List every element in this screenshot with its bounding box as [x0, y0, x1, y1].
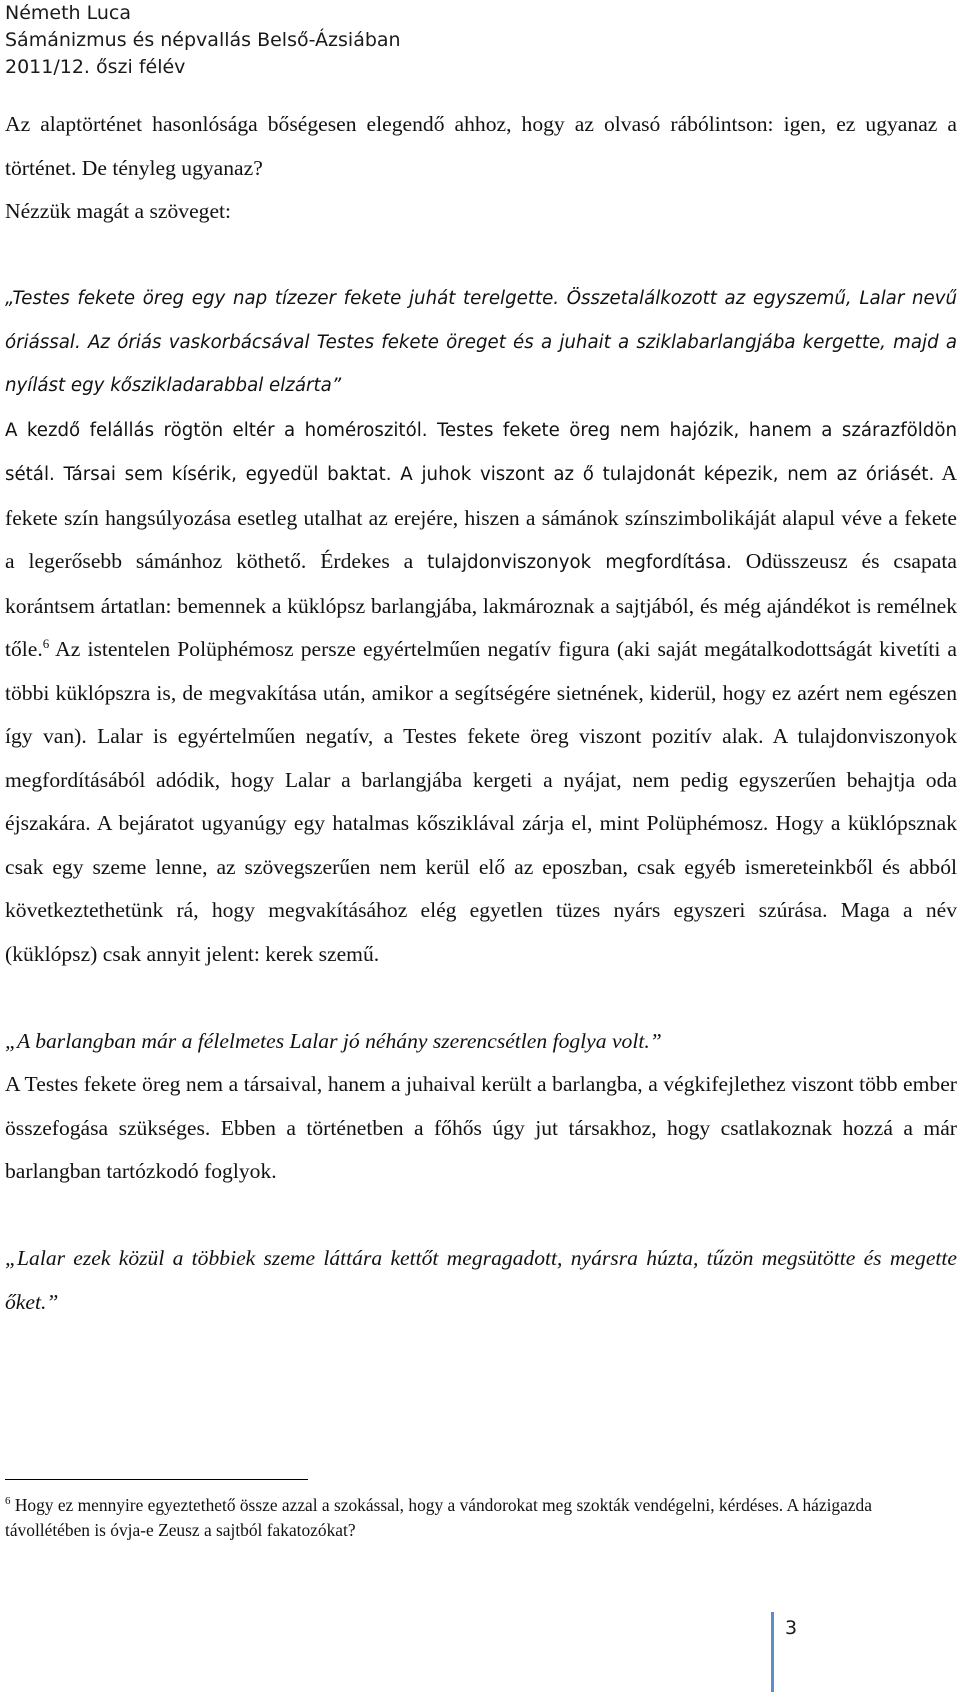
quote-2: „A barlangban már a félelmetes Lalar jó néhány szerencsétlen foglya volt.”	[5, 1028, 662, 1053]
analysis-part-b: A fekete szín hangsúlyozása esetleg utalhat az erejére, hiszen a sámánok színszimbolikáját alapul véve a fekete a legerősebb sámánhoz köthető. Érdekes a	[5, 461, 957, 573]
running-header	[5, 0, 401, 81]
analysis-part-d: Odüsszeusz és csapata korántsem ártatlan: bemennek a küklópsz barlangjába, lakmároznak a sajtjából, és még ajándékot is remélnek tőle.	[5, 549, 957, 661]
footnote-text: Hogy ez mennyire egyeztethető össze azzal a szokással, hogy a vándorokat meg szokták vendégelni, kérdéses. A házigazda távollétében is óvja-e Zeusz a sajtból fakatozókat?	[5, 1495, 872, 1540]
paragraph-gap	[5, 1194, 957, 1238]
footnote	[5, 1493, 957, 1543]
paragraph-analysis	[5, 408, 957, 977]
analysis-part-a: A kezdő felállás rögtön eltér a homéroszitól. Testes fekete öreg nem hajózik, hanem a szárazföldön sétál. Társai sem kísérik, egyedül baktat. A juhok viszont az ő tulajdonát képezik, nem az óriásét.	[5, 419, 957, 485]
page-number: 3	[785, 1617, 798, 1639]
header-term: 2011/12. őszi félév	[5, 56, 186, 78]
body-text	[5, 103, 957, 1324]
header-course: Sámánizmus és népvallás Belső-Ázsiában	[5, 29, 401, 51]
paragraph-companions: A Testes fekete öreg nem a társaival, hanem a juhaival került a barlangba, a végkifejlethez viszont több ember összefogása szükséges. Ebben a történetben a főhős úgy jut társakhoz, hogy csatlakoznak hozzá a már barlangban tartózkodó foglyok.	[5, 1072, 957, 1183]
footnote-separator	[5, 1479, 308, 1480]
quote-3: „Lalar ezek közül a többiek szeme láttára kettőt megragadott, nyársra húzta, tűzön megsütötte és megette őket.”	[5, 1246, 957, 1314]
paragraph-gap	[5, 976, 957, 1020]
analysis-part-c: tulajdonviszonyok megfordítása.	[427, 552, 732, 573]
header-author: Németh Luca	[5, 2, 132, 24]
analysis-part-e: Az istentelen Polüphémosz persze egyértelműen negatív figura (aki saját megátalkodottságát kivetíti a többi küklópszra is, de megvakítása után, amikor a segítségére sietnének, kiderül, hogy ez azért nem egészen így van). Lalar is egyértelműen negatív, a Testes fekete öreg viszont pozitív alak. A tulajdonviszonyok megfordításából adódik, hogy Lalar a barlangjába kergeti a nyájat, nem pedig egyszerűen behajtja oda éjszakára. A bejáratot ugyanúgy egy hatalmas kősziklával zárja el, mint Polüphémosz. Hogy a küklópsznak csak egy szeme lenne, az szövegszerűen nem kerül elő az eposzban, csak egyéb ismereteinkből és abból következtethetünk rá, hogy megvakításához elég egyetlen tüzes nyárs egyszeri szúrása. Maga a név (küklópsz) csak annyit jelent: kerek szemű.	[5, 637, 957, 966]
page-number-rule	[771, 1612, 774, 1692]
paragraph-gap	[5, 234, 957, 278]
quote-1: „Testes fekete öreg egy nap tízezer fekete juhát terelgette. Összetalálkozott az egyszemű, Lalar nevű óriással. Az óriás vaskorbácsával Testes fekete öreget és a juhait a sziklabarlangjába kergette, majd a nyílást egy kőszikladarabbal elzárta”	[5, 288, 957, 396]
paragraph-intro: Az alaptörténet hasonlósága bőségesen elegendő ahhoz, hogy az olvasó rábólintson: igen, ez ugyanaz a történet. De tényleg ugyanaz?	[5, 112, 957, 180]
footnote-number: 6	[5, 1495, 11, 1508]
footnote-reference[interactable]: 6	[42, 635, 50, 651]
paragraph-lead-in: Nézzük magát a szöveget:	[5, 199, 232, 223]
